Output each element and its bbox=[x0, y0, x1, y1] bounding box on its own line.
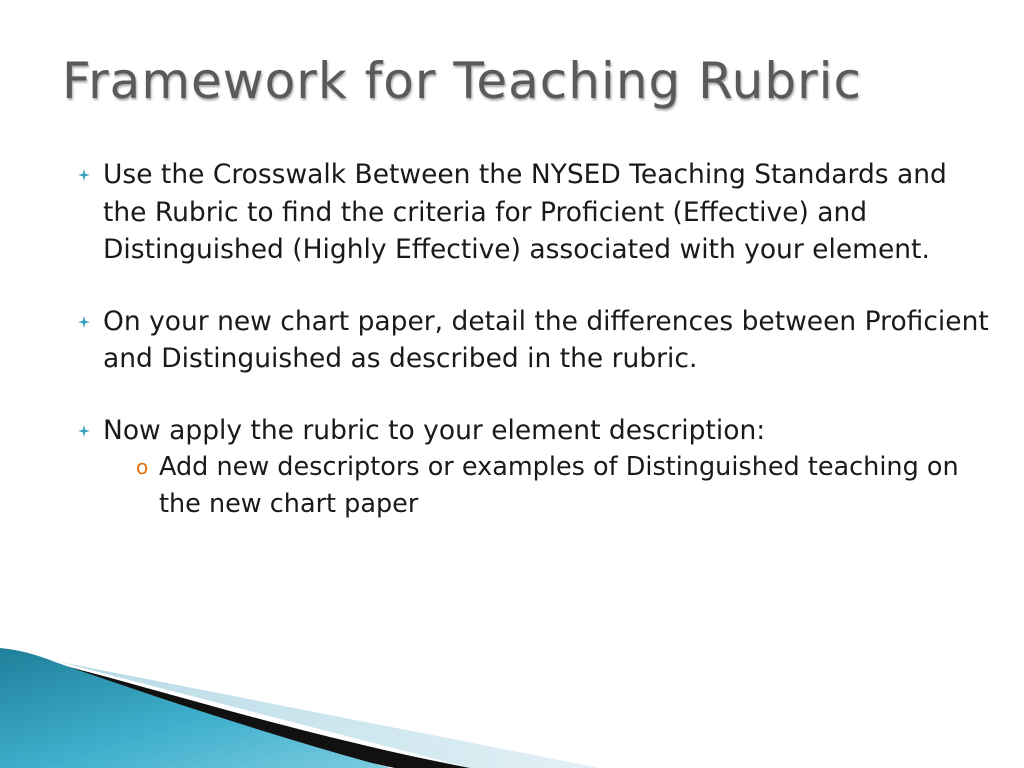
bullet-text: On your new chart paper, detail the differences between Proficient and Distinguished as described in the rubric. bbox=[103, 305, 989, 374]
bullet-list bbox=[78, 156, 998, 557]
four-point-star-bullet-icon bbox=[78, 425, 90, 437]
bullet-item bbox=[78, 156, 998, 269]
slide-title: Framework for Teaching Rubric bbox=[62, 52, 863, 110]
hollow-circle-bullet-icon: o bbox=[136, 455, 149, 479]
four-point-star-bullet-icon bbox=[78, 316, 90, 328]
sub-bullet-text: Add new descriptors or examples of Distinguished teaching on the new chart paper bbox=[159, 452, 959, 519]
bullet-text: Use the Crosswalk Between the NYSED Teaching Standards and the Rubric to find the criteria for Proficient (Effective) and Distinguished (Highly Effective) associated with your element. bbox=[103, 159, 947, 265]
bullet-item bbox=[78, 412, 998, 524]
bullet-item bbox=[78, 303, 998, 378]
sub-bullet-item bbox=[103, 449, 998, 523]
four-point-star-bullet-icon bbox=[78, 169, 90, 181]
sub-bullet-list bbox=[103, 449, 998, 523]
bullet-text: Now apply the rubric to your element description: bbox=[103, 414, 766, 446]
decorative-swoosh-graphic bbox=[0, 640, 1024, 768]
